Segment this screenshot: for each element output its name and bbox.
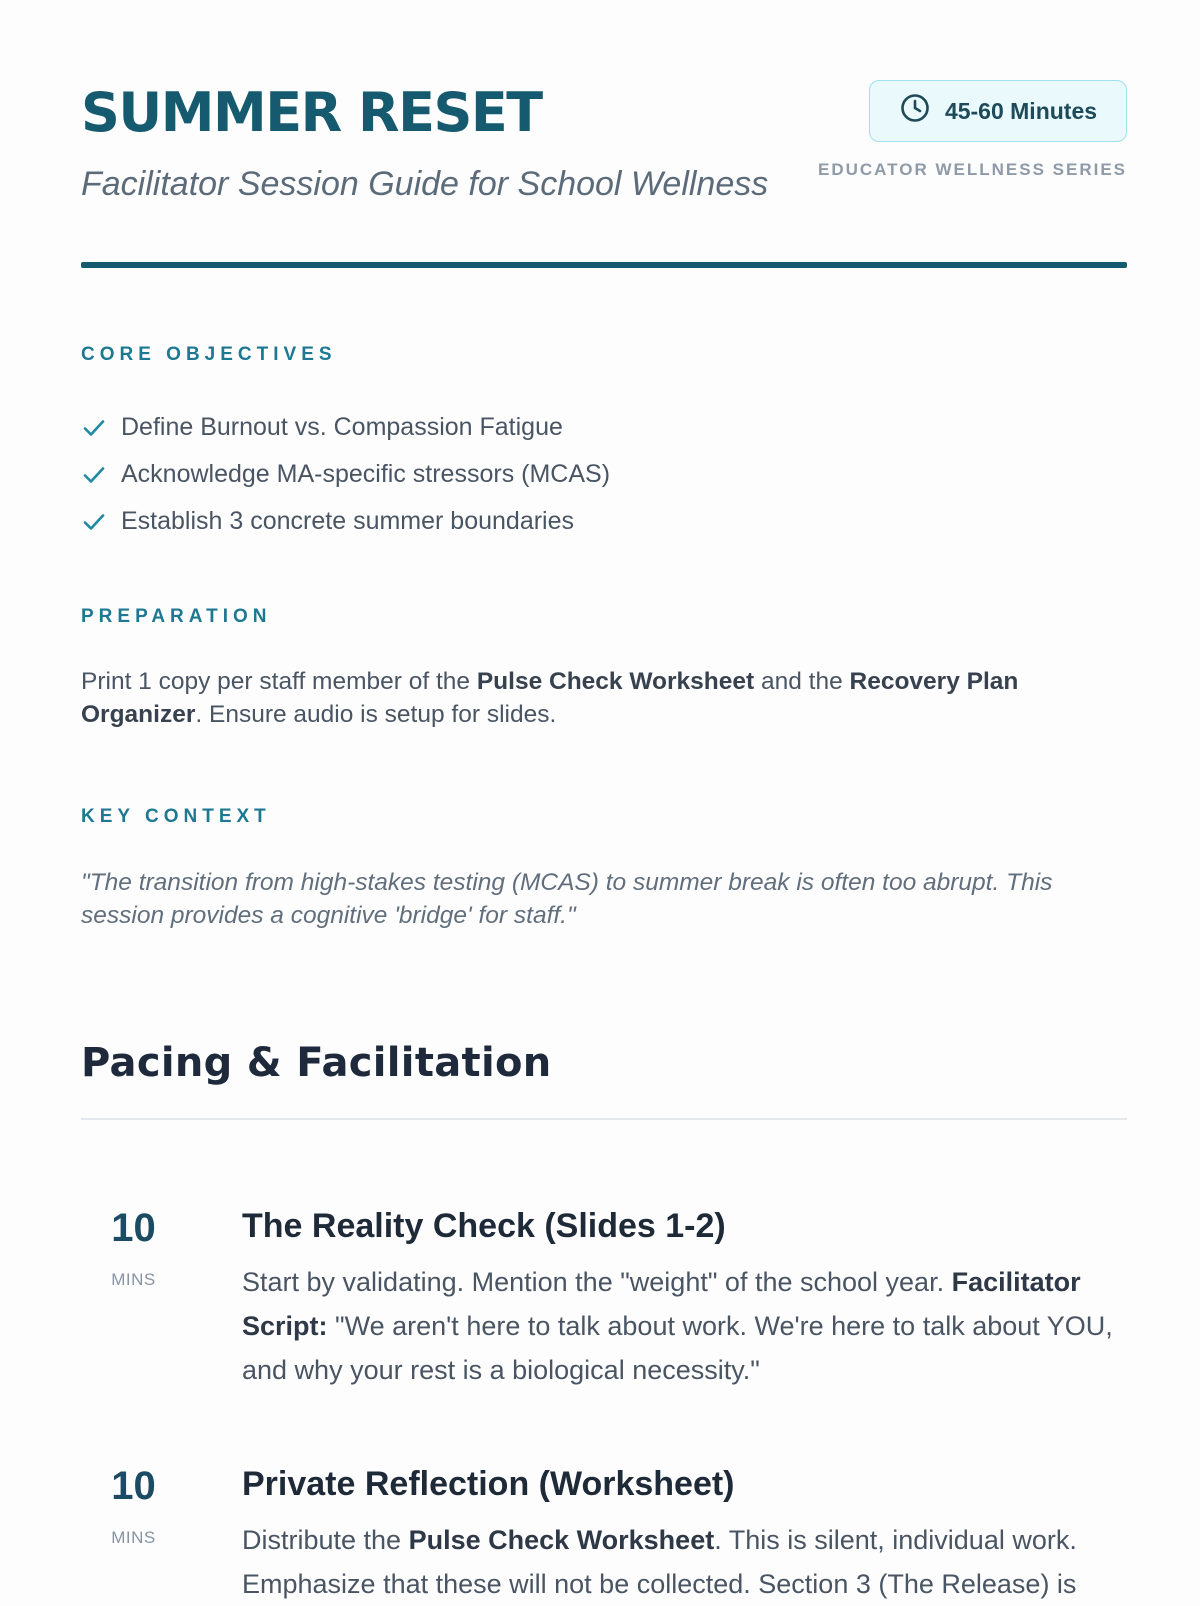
step-unit: MINS [111, 1270, 156, 1289]
context-quote: "The transition from high-stakes testing (MCAS) to summer break is often too abrupt. This session provides a cognitive 'bridge' for staff." [81, 869, 1053, 929]
objectives-heading: CORE OBJECTIVES [81, 344, 337, 365]
step-title: The Reality Check (Slides 1-2) [242, 1207, 726, 1245]
checkmark-icon [81, 462, 107, 488]
worksheet-name: Pulse Check Worksheet [408, 1525, 715, 1555]
step-text-part: . This is silent, individual work. Emphasize that these will not be collected. Section 3 (The Release) is [242, 1525, 1077, 1599]
preparation-text [81, 665, 1091, 731]
organizer-name: Recovery Plan Organizer [81, 668, 1019, 728]
step-text-part: Distribute the [242, 1525, 409, 1555]
guide-header [81, 80, 1127, 270]
prep-text-part: . Ensure audio is setup for slides. [195, 701, 557, 728]
worksheet-name: Pulse Check Worksheet [476, 668, 755, 695]
duration-badge [869, 80, 1127, 142]
objectives-list [81, 404, 610, 545]
step-title: Private Reflection (Worksheet) [242, 1465, 735, 1503]
duration-label: 45-60 Minutes [944, 97, 1098, 124]
objective-text: Acknowledge MA-specific stressors (MCAS) [121, 460, 611, 488]
objective-text: Define Burnout vs. Compassion Fatigue [121, 413, 563, 441]
list-item [81, 451, 610, 498]
pacing-divider [81, 1118, 1127, 1120]
page-title: SUMMER RESET [81, 81, 542, 144]
list-item [81, 498, 610, 545]
step-unit: MINS [111, 1528, 156, 1547]
step-text-part: "We aren't here to talk about work. We're here to talk about YOU, and why your rest is a biological necessity." [242, 1311, 1113, 1385]
clock-icon [899, 92, 931, 130]
checkmark-icon [81, 415, 107, 441]
checkmark-icon [81, 509, 107, 535]
step-description [242, 1518, 1127, 1606]
objective-text: Establish 3 concrete summer boundaries [121, 507, 575, 535]
page-subtitle: Facilitator Session Guide for School Wellness [81, 165, 769, 203]
header-divider [81, 262, 1127, 268]
list-item [81, 404, 610, 451]
step-description [242, 1260, 1127, 1392]
script-label: Facilitator Script: [242, 1267, 1081, 1341]
context-heading: KEY CONTEXT [81, 806, 271, 827]
preparation-heading: PREPARATION [81, 606, 272, 627]
prep-text-part: and the [754, 668, 850, 695]
step-text-part: Start by validating. Mention the "weight" of the school year. [242, 1267, 952, 1297]
step-minutes: 10 [111, 1464, 156, 1508]
series-label: EDUCATOR WELLNESS SERIES [817, 160, 1127, 179]
prep-text-part: Print 1 copy per staff member of the [81, 668, 477, 695]
step-minutes: 10 [111, 1206, 156, 1250]
pacing-heading: Pacing & Facilitation [81, 1040, 552, 1086]
